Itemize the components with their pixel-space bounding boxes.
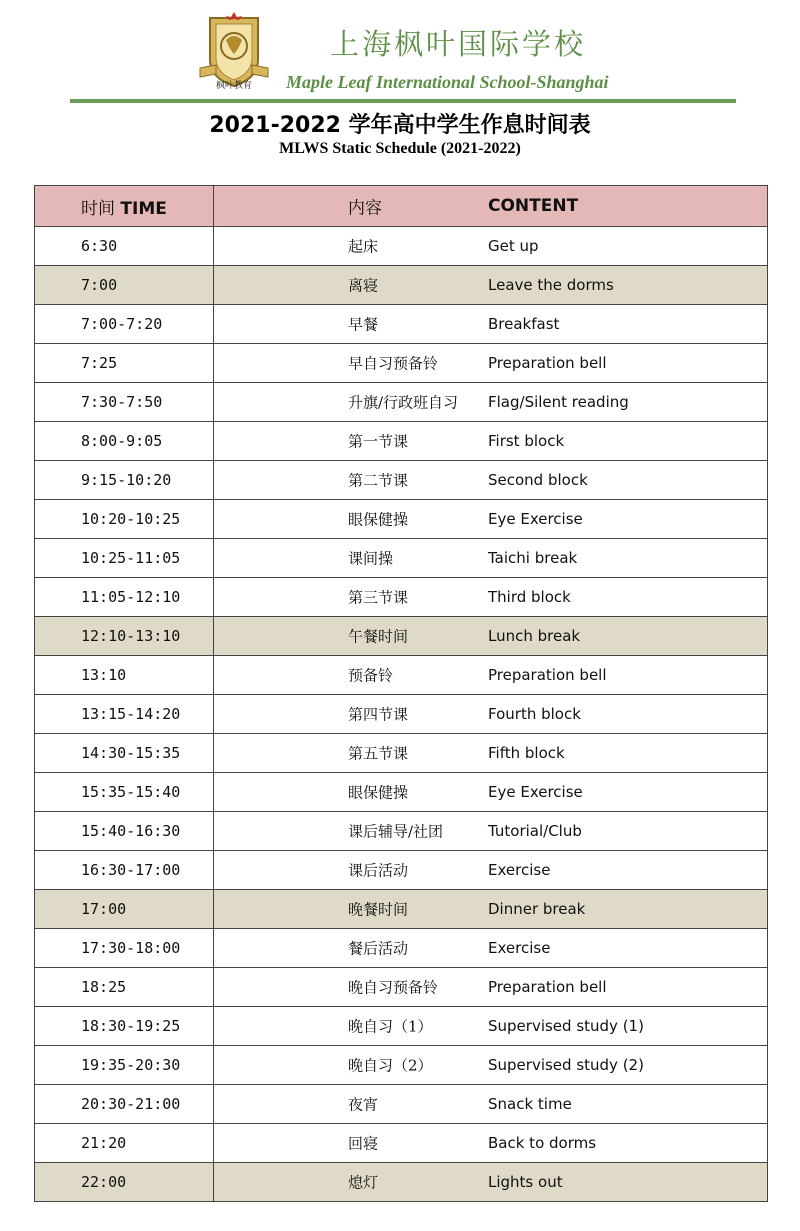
content-cell	[214, 500, 768, 539]
activity-cn: 晚自习预备铃	[348, 978, 439, 997]
activity-cn: 预备铃	[348, 666, 394, 685]
content-cell	[214, 890, 768, 929]
activity-en: Flag/Silent reading	[488, 393, 629, 411]
content-cell	[214, 734, 768, 773]
time-cell: 21:20	[35, 1124, 214, 1163]
content-cell	[214, 929, 768, 968]
activity-cn: 起床	[348, 237, 379, 256]
table-row	[35, 1046, 768, 1085]
activity-cn: 晚餐时间	[348, 900, 409, 919]
table-row	[35, 539, 768, 578]
content-cell	[214, 344, 768, 383]
time-cell: 19:35-20:30	[35, 1046, 214, 1085]
activity-en: Lunch break	[488, 627, 581, 645]
activity-cn: 课后活动	[348, 861, 409, 880]
activity-cn: 早餐	[348, 315, 379, 334]
header-divider	[70, 99, 736, 103]
content-cell	[214, 773, 768, 812]
activity-cn: 离寝	[348, 276, 379, 295]
activity-en: Snack time	[488, 1095, 572, 1113]
activity-cn: 课后辅导/社团	[348, 822, 444, 841]
time-cell: 15:35-15:40	[35, 773, 214, 812]
activity-cn: 晚自习（2）	[348, 1056, 433, 1075]
activity-en: Eye Exercise	[488, 510, 583, 528]
activity-cn: 第五节课	[348, 744, 409, 763]
activity-cn: 第一节课	[348, 432, 409, 451]
table-row	[35, 422, 768, 461]
header-content-cell	[214, 186, 768, 227]
activity-cn: 第三节课	[348, 588, 409, 607]
time-cell: 18:30-19:25	[35, 1007, 214, 1046]
content-cell	[214, 539, 768, 578]
time-cell: 13:15-14:20	[35, 695, 214, 734]
content-cell	[214, 1007, 768, 1046]
activity-en: Preparation bell	[488, 354, 607, 372]
table-row	[35, 1124, 768, 1163]
content-cell	[214, 1085, 768, 1124]
table-row	[35, 656, 768, 695]
table-row	[35, 461, 768, 500]
time-cell: 7:00	[35, 266, 214, 305]
activity-cn: 课间操	[348, 549, 394, 568]
content-cell	[214, 578, 768, 617]
table-row	[35, 617, 768, 656]
time-cell: 11:05-12:10	[35, 578, 214, 617]
time-cell: 6:30	[35, 227, 214, 266]
time-cell: 15:40-16:30	[35, 812, 214, 851]
header-time-en: TIME	[120, 198, 167, 219]
time-cell: 20:30-21:00	[35, 1085, 214, 1124]
activity-cn: 第四节课	[348, 705, 409, 724]
activity-cn: 餐后活动	[348, 939, 409, 958]
table-row	[35, 500, 768, 539]
content-cell	[214, 1124, 768, 1163]
table-row	[35, 266, 768, 305]
activity-cn: 回寝	[348, 1134, 379, 1153]
table-row	[35, 890, 768, 929]
content-cell	[214, 695, 768, 734]
time-cell: 7:30-7:50	[35, 383, 214, 422]
schedule-table	[34, 185, 768, 1202]
content-cell	[214, 305, 768, 344]
table-row	[35, 812, 768, 851]
table-row	[35, 344, 768, 383]
time-cell: 7:00-7:20	[35, 305, 214, 344]
activity-cn: 夜宵	[348, 1095, 379, 1114]
activity-en: Exercise	[488, 939, 551, 957]
table-row	[35, 773, 768, 812]
page-title-cn: 2021-2022 学年高中学生作息时间表	[209, 113, 591, 138]
activity-en: First block	[488, 432, 565, 450]
time-cell: 22:00	[35, 1163, 214, 1202]
time-cell: 18:25	[35, 968, 214, 1007]
page-title-en: MLWS Static Schedule (2021-2022)	[279, 140, 521, 157]
table-row	[35, 227, 768, 266]
table-row	[35, 968, 768, 1007]
table-row	[35, 305, 768, 344]
activity-cn: 晚自习（1）	[348, 1017, 433, 1036]
content-cell	[214, 812, 768, 851]
activity-en: Fifth block	[488, 744, 565, 762]
page-header	[0, 0, 800, 110]
header-time-cn: 时间	[81, 198, 115, 219]
time-cell: 17:30-18:00	[35, 929, 214, 968]
activity-cn: 眼保健操	[348, 783, 409, 802]
activity-en: Taichi break	[488, 549, 578, 567]
activity-cn: 午餐时间	[348, 627, 409, 646]
table-header-row	[35, 186, 768, 227]
activity-en: Preparation bell	[488, 666, 607, 684]
table-row	[35, 695, 768, 734]
table-row	[35, 851, 768, 890]
time-cell: 17:00	[35, 890, 214, 929]
activity-en: Leave the dorms	[488, 276, 614, 294]
time-cell: 10:20-10:25	[35, 500, 214, 539]
table-row	[35, 383, 768, 422]
time-cell: 14:30-15:35	[35, 734, 214, 773]
content-cell	[214, 266, 768, 305]
table-row	[35, 1085, 768, 1124]
activity-cn: 第二节课	[348, 471, 409, 490]
content-cell	[214, 851, 768, 890]
crest-caption: 枫叶教育	[215, 81, 252, 91]
activity-en: Second block	[488, 471, 588, 489]
activity-en: Eye Exercise	[488, 783, 583, 801]
school-name-cn: 上海枫叶国际学校	[330, 27, 587, 61]
header-time-cell	[35, 186, 214, 227]
content-cell	[214, 422, 768, 461]
header-content-cn: 内容	[348, 198, 382, 219]
time-cell: 9:15-10:20	[35, 461, 214, 500]
time-cell: 10:25-11:05	[35, 539, 214, 578]
table-row	[35, 929, 768, 968]
activity-en: Breakfast	[488, 315, 560, 333]
table-row	[35, 578, 768, 617]
activity-en: Tutorial/Club	[488, 822, 582, 840]
activity-cn: 早自习预备铃	[348, 354, 439, 373]
time-cell: 7:25	[35, 344, 214, 383]
header-content-en: CONTENT	[488, 196, 579, 216]
activity-en: Supervised study (2)	[488, 1056, 644, 1074]
content-cell	[214, 227, 768, 266]
activity-en: Lights out	[488, 1173, 563, 1191]
activity-en: Fourth block	[488, 705, 581, 723]
content-cell	[214, 968, 768, 1007]
activity-en: Supervised study (1)	[488, 1017, 644, 1035]
table-row	[35, 1007, 768, 1046]
activity-en: Back to dorms	[488, 1134, 597, 1152]
time-cell: 16:30-17:00	[35, 851, 214, 890]
activity-en: Exercise	[488, 861, 551, 879]
activity-en: Dinner break	[488, 900, 586, 918]
time-cell: 8:00-9:05	[35, 422, 214, 461]
activity-en: Third block	[488, 588, 571, 606]
table-row	[35, 1163, 768, 1202]
content-cell	[214, 656, 768, 695]
time-cell: 12:10-13:10	[35, 617, 214, 656]
content-cell	[214, 1163, 768, 1202]
activity-en: Preparation bell	[488, 978, 607, 996]
content-cell	[214, 617, 768, 656]
content-cell	[214, 461, 768, 500]
table-row	[35, 734, 768, 773]
school-name-en: Maple Leaf International School-Shanghai	[286, 72, 609, 92]
time-cell: 13:10	[35, 656, 214, 695]
content-cell	[214, 383, 768, 422]
content-cell	[214, 1046, 768, 1085]
activity-cn: 眼保健操	[348, 510, 409, 529]
activity-cn: 熄灯	[348, 1173, 379, 1192]
activity-cn: 升旗/行政班自习	[348, 393, 459, 412]
activity-en: Get up	[488, 237, 539, 255]
